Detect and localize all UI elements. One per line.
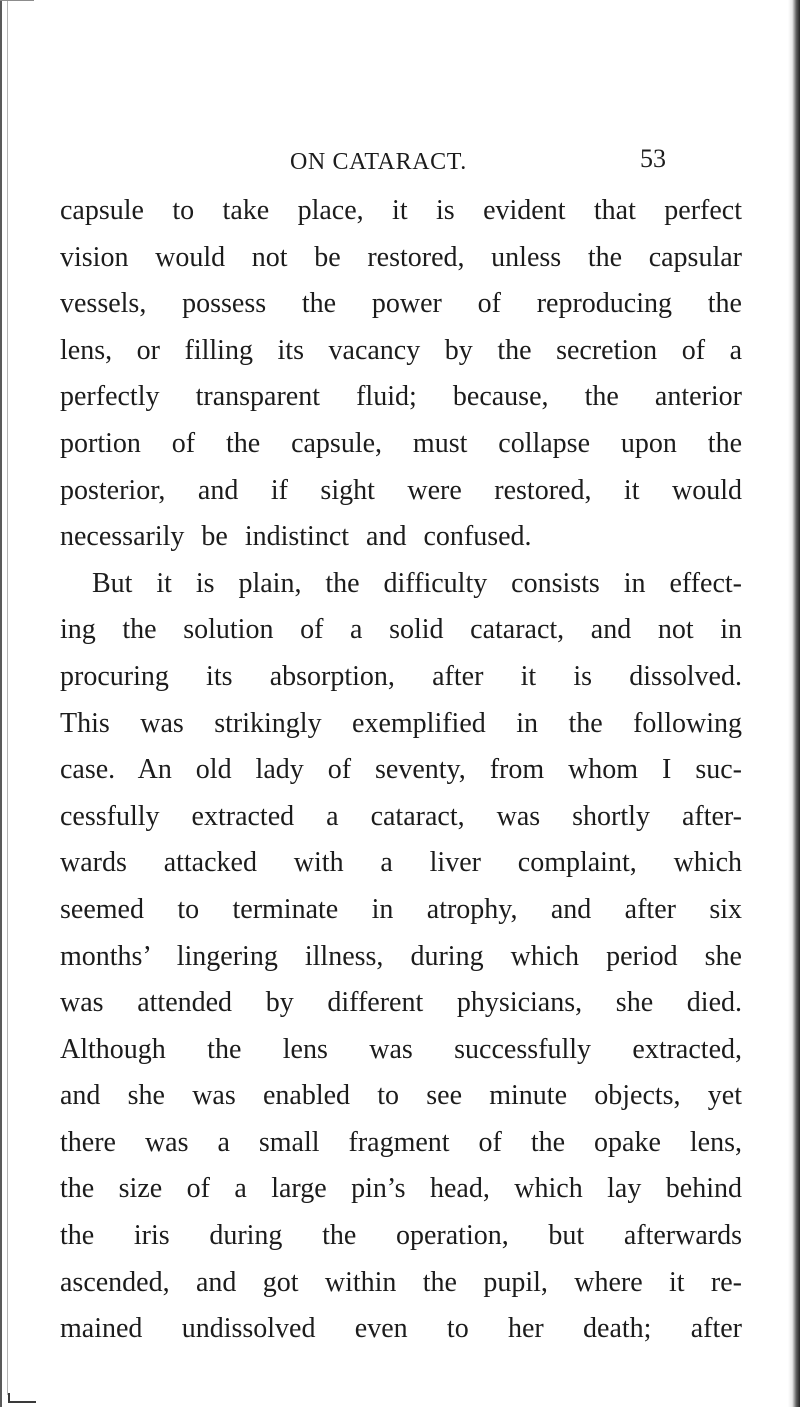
text-line: months’ lingering illness, during which period she <box>60 940 742 972</box>
text-line: ascended, and got within the pupil, where it re- <box>60 1266 742 1298</box>
text-line: was attended by different physicians, she died. <box>60 987 742 1019</box>
text-line: the iris during the operation, but afterwards <box>60 1220 742 1252</box>
scan-left-inner-edge <box>7 0 8 1395</box>
text-line: Although the lens was successfully extracted, <box>60 1033 742 1065</box>
text-line: vision would not be restored, unless the capsular <box>60 241 742 273</box>
text-line: cessfully extracted a cataract, was shortly after- <box>60 800 742 832</box>
text-line: mained undissolved even to her death; after <box>60 1313 742 1345</box>
text-line: procuring its absorption, after it is dissolved. <box>60 660 742 692</box>
text-line: there was a small fragment of the opake lens, <box>60 1126 742 1158</box>
text-line: wards attacked with a liver complaint, which <box>60 847 742 879</box>
scan-top-edge <box>0 0 34 5</box>
text-line: lens, or filling its vacancy by the secretion of a <box>60 334 742 366</box>
text-line: But it is plain, the difficulty consists in effect- <box>92 567 742 599</box>
scan-bottom-corner <box>8 1393 36 1403</box>
text-line: perfectly transparent fluid; because, the anterior <box>60 381 742 413</box>
text-line: ing the solution of a solid cataract, and not in <box>60 614 742 646</box>
text-line: capsule to take place, it is evident that perfect <box>60 195 742 226</box>
running-head <box>0 144 800 177</box>
text-line: case. An old lady of seventy, from whom I suc- <box>60 754 742 786</box>
running-title: ON CATARACT. <box>290 149 467 175</box>
text-line: vessels, possess the power of reproducing the <box>60 288 742 320</box>
text-line: portion of the capsule, must collapse upon the <box>60 427 742 459</box>
scan-left-edge <box>0 0 2 1407</box>
text-line: and she was enabled to see minute objects, yet <box>60 1080 742 1112</box>
text-line: posterior, and if sight were restored, it would <box>60 474 742 506</box>
text-line: necessarily be indistinct and confused. <box>60 521 532 553</box>
scan-right-edge <box>788 0 800 1407</box>
body-text <box>60 188 742 1353</box>
text-line: This was strikingly exemplified in the following <box>60 707 742 739</box>
page-number: 53 <box>640 144 666 173</box>
text-line: the size of a large pin’s head, which lay behind <box>60 1173 742 1205</box>
text-line: seemed to terminate in atrophy, and after six <box>60 893 742 925</box>
